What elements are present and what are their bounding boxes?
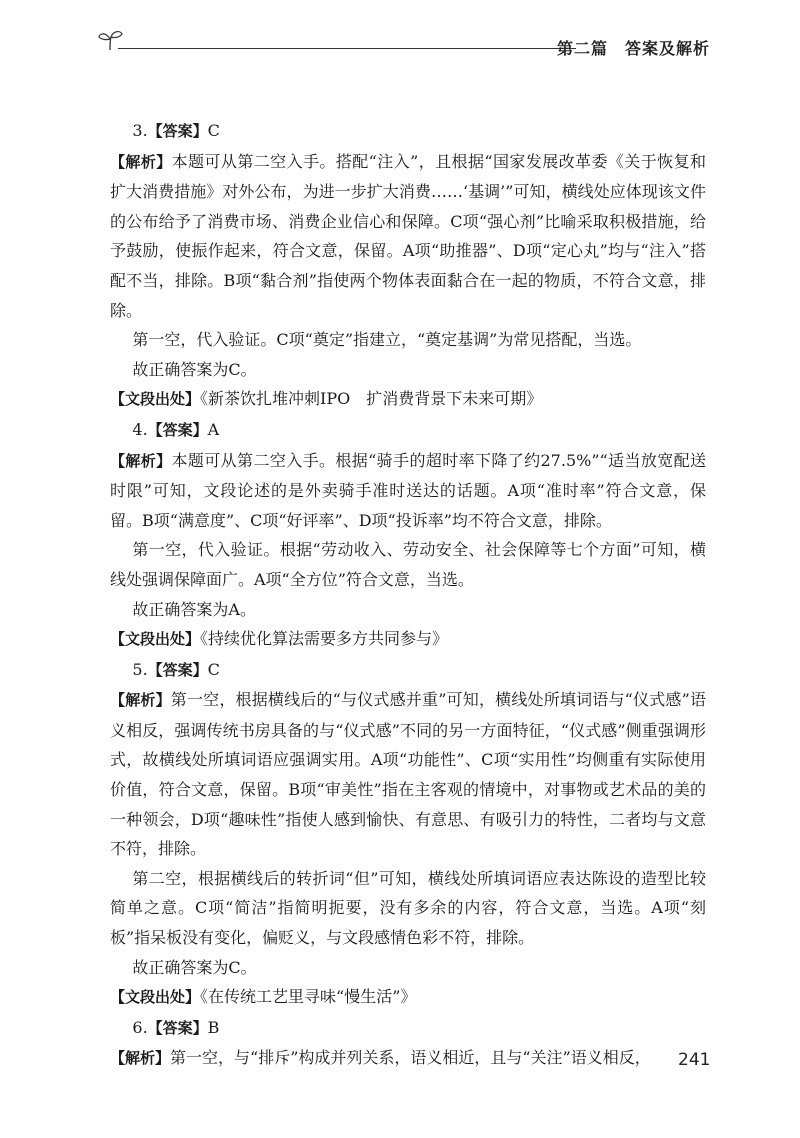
page-header (98, 26, 710, 66)
question-4-conclusion: 故正确答案为A。 (132, 599, 256, 619)
source-label: 【文段出处】 (110, 630, 201, 649)
analysis-text: 本题可从第二空入手。搭配“注入”，且根据“国家发展改革委《关于恢复和扩大消费措施》对外公布，为进一步扩大消费……‘基调’”可知，横线处应体现该文件的公布给予了消费市场、消费企业信心和保障。C项“强心剂”比喻采取积极措施，给予鼓励，使振作起来，符合文意，保留。A项“助推器”、D项“定心丸”均与“注入”搭配不当，排除。B项“黏合剂”指使两个物体表面黏合在一起的物质，不符合文意，排除。 (110, 151, 706, 320)
analysis-label: 【解析】 (110, 1049, 171, 1068)
question-number: 3. (132, 121, 148, 140)
page-number: 241 (678, 1050, 711, 1070)
question-4-paragraph-2: 第一空，代入验证。根据“劳动收入、劳动安全、社会保障等七个方面”可知，横线处强调保障面广。A项“全方位”符合文意，当选。 (110, 540, 706, 589)
page-body (110, 116, 706, 1074)
header-rule (118, 48, 576, 49)
analysis-text: 本题可从第二空入手。根据“骑手的超时率下降了约27.5%”“适当放宽配送时限”可知，文段论述的是外卖骑手准时送达的话题。A项“准时率”符合文意，保留。B项“满意度”、C项“好评率”、D项“投诉率”均不符合文意，排除。 (110, 450, 706, 530)
answer-value: C (207, 659, 220, 679)
question-6-answer (110, 1013, 706, 1044)
question-3-answer (110, 116, 706, 147)
question-5-conclusion: 故正确答案为C。 (132, 957, 257, 977)
question-3-paragraph-2: 第一空，代入验证。C项“奠定”指建立，“奠定基调”为常见搭配，当选。 (132, 330, 642, 350)
source-label: 【文段出处】 (110, 988, 201, 1007)
answer-label: 【答案】 (147, 660, 208, 679)
question-5-source (110, 982, 706, 1013)
question-number: 4. (132, 419, 148, 439)
question-3-source (110, 384, 706, 415)
question-6-analysis (110, 1043, 706, 1074)
question-5-answer (110, 655, 706, 686)
section-title: 第二篇 答案及解析 (556, 39, 710, 58)
answer-value: B (207, 1017, 220, 1037)
source-text: 《新茶饮扎堆冲刺IPO 扩消费背景下未来可期》 (200, 389, 543, 409)
question-3-analysis (110, 147, 706, 326)
question-3-conclusion: 故正确答案为C。 (132, 359, 257, 379)
analysis-label: 【解析】 (110, 451, 172, 470)
answer-label: 【答案】 (147, 420, 208, 439)
question-number: 5. (132, 659, 148, 679)
analysis-text: 第一空，根据横线后的“与仪式感并重”可知，横线处所填词语与“仪式感”语义相反，强调传统书房具备的与“仪式感”不同的另一方面特征，“仪式感”侧重强调形式，故横线处所填词语应强调实用。A项“功能性”、C项“实用性”均侧重有实际使用价值，符合文意，保留。B项“审美性”指在主客观的情境中，对事物或艺术品的美的一种领会，D项“趣味性”指使人感到愉快、有意思、有吸引力的特性，二者均与文意不符，排除。 (110, 690, 706, 859)
analysis-label: 【解析】 (110, 152, 172, 171)
question-5-paragraph-2: 第二空，根据横线后的转折词“但”可知，横线处所填词语应表达陈设的造型比较简单之意。C项“简洁”指简明扼要，没有多余的内容，符合文意，当选。A项“刻板”指呆板没有变化，偏贬义，与文段感情色彩不符，排除。 (110, 868, 706, 948)
source-label: 【文段出处】 (110, 390, 201, 409)
source-text: 《在传统工艺里寻味“慢生活”》 (200, 987, 417, 1007)
answer-label: 【答案】 (147, 122, 208, 140)
question-4-analysis (110, 446, 706, 536)
question-number: 6. (132, 1017, 148, 1037)
answer-label: 【答案】 (147, 1018, 208, 1037)
answer-value: A (207, 419, 220, 439)
question-4-source (110, 624, 706, 655)
analysis-label: 【解析】 (110, 691, 171, 710)
analysis-text: 第一空，与“排斥”构成并列关系，语义相近，且与“关注”语义相反， (170, 1048, 651, 1068)
question-5-analysis (110, 685, 706, 864)
answer-value: C (207, 121, 220, 140)
source-text: 《持续优化算法需要多方共同参与》 (200, 629, 449, 649)
question-4-answer (110, 415, 706, 446)
